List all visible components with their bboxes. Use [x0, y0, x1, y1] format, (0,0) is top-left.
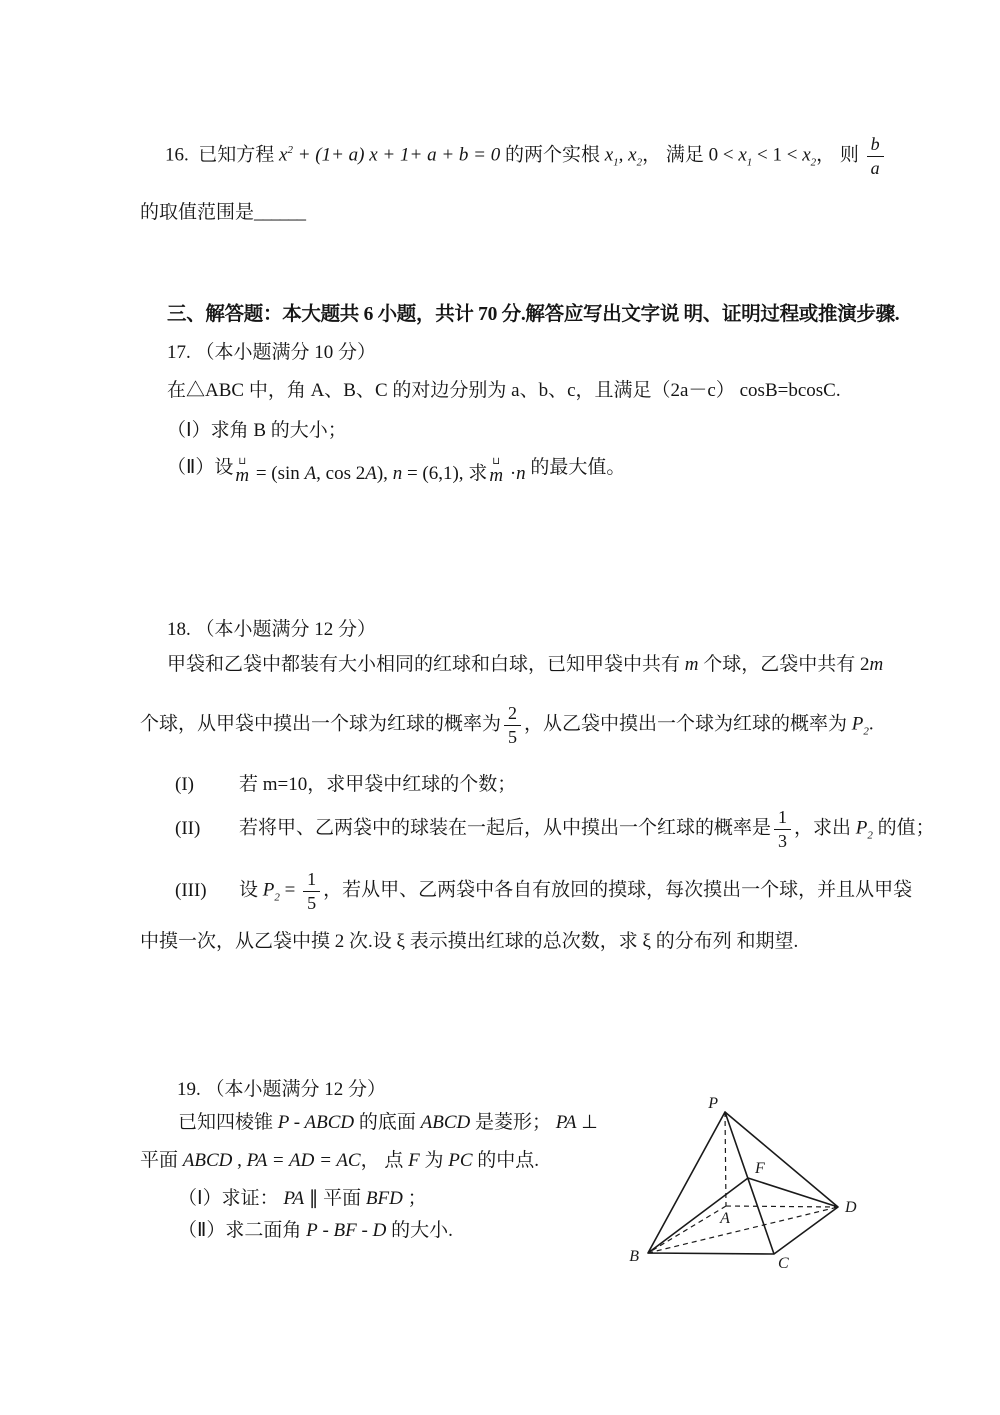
q18-b2-b: ，从乙袋中摸出一个球为红球的概率为 — [524, 713, 852, 735]
q18-b1-m: m — [684, 654, 699, 675]
q19-b1-pabcd: P - ABCD — [277, 1112, 355, 1133]
vertex-label-A: A — [720, 1210, 730, 1227]
q17-f4: = (6,1), — [402, 463, 469, 484]
q19-b2-abcd: ABCD — [182, 1150, 233, 1171]
q18-title-text: 18. （本小题满分 12 分） — [167, 619, 377, 640]
q19-p1-parallel: ∥ — [304, 1188, 324, 1209]
q16-x1b: x — [738, 144, 747, 166]
q16-x1b-sub: 1 — [746, 156, 753, 169]
q18-b1-a: 甲袋和乙袋中都装有大小相同的红球和白球，已知甲袋中共有 — [167, 654, 685, 675]
q18-b1-m2: m — [869, 654, 884, 675]
q19-b1-abcd: ABCD — [420, 1112, 471, 1133]
q18-P2-sub: 2 — [863, 725, 869, 738]
fraction-2-over-5 — [504, 703, 521, 747]
question-18-title — [167, 617, 376, 643]
frac15-num: 1 — [307, 869, 317, 889]
q18-i3-label: (III) — [175, 879, 207, 901]
section-3-heading — [167, 302, 899, 328]
q19-p2-p: P — [306, 1220, 318, 1241]
question-18-body-1 — [167, 652, 883, 678]
q16-comma: , — [618, 144, 629, 166]
q18-i2-label: (II) — [175, 817, 201, 839]
q18-i3-P2: P — [262, 879, 275, 901]
pyramid-figure — [613, 1092, 878, 1277]
q16-var-x: x — [279, 144, 288, 166]
q17-A2: A — [365, 463, 377, 484]
question-17-part-1 — [167, 418, 347, 444]
q19-p2-b: 的大小. — [386, 1220, 453, 1241]
question-18-part-1 — [175, 772, 516, 798]
vector-m-2 — [489, 458, 503, 485]
q19-p1-bfd: BFD — [365, 1188, 403, 1209]
q19-title-text: 19. （本小题满分 12 分） — [177, 1079, 387, 1100]
question-17-body — [167, 378, 841, 404]
question-18-body-2 — [140, 703, 874, 747]
q18-cont-text: 中摸一次，从乙袋中摸 2 次.设 ξ 表示摸出红球的总次数，求 ξ 的分布列 和期望. — [140, 931, 799, 952]
question-17-part-2 — [167, 452, 626, 486]
q17-dot: · — [505, 463, 517, 484]
q16-satisfy: ， 满足 — [642, 144, 709, 166]
q19-b1-c: 是菱形； — [470, 1112, 556, 1133]
q18-i1-text: 若 m=10，求甲袋中红球的个数； — [239, 774, 517, 795]
q16-range-label: 的取值范围是 — [140, 202, 255, 223]
vertex-label-B: B — [629, 1248, 639, 1265]
q19-p2-d: D — [372, 1220, 387, 1241]
q19-b2-d: 的中点. — [472, 1150, 540, 1171]
q18-i2-P2-sub: 2 — [867, 829, 873, 842]
q17-f1: = (sin — [251, 463, 305, 484]
vector-m-letter-2: m — [489, 465, 504, 486]
q17-formula — [233, 456, 526, 486]
q18-i3-a: 设 — [239, 879, 263, 901]
q17-part1-text: （Ⅰ）求角 B 的大小； — [167, 420, 347, 441]
q17-body-text: 在△ABC 中，角 A、B、C 的对边分别为 a、b、c，且满足（2a－c） cosB=bcosC. — [167, 380, 841, 401]
q19-p1-b: 平面 — [323, 1188, 366, 1209]
fraction-numerator: b — [870, 134, 880, 154]
q16-x2b-sub: 2 — [810, 156, 817, 169]
q19-p2-bf: BF — [333, 1220, 357, 1241]
question-19-body-1 — [178, 1110, 598, 1136]
frac15-den: 5 — [303, 891, 320, 914]
q16-roots-label: 的两个实根 — [504, 144, 605, 166]
q19-p1-c: ； — [402, 1188, 427, 1209]
q17-part2-set: （Ⅱ）设 — [167, 457, 234, 478]
vector-m — [235, 458, 249, 485]
question-17-title — [167, 340, 376, 366]
frac13-num: 1 — [778, 807, 788, 827]
vector-arrow-glyph: ⊔ — [238, 456, 247, 467]
q19-b2-m1: , — [232, 1150, 247, 1171]
q19-b1-b: 的底面 — [354, 1112, 421, 1133]
answer-blank: ______ — [254, 202, 306, 223]
q17-f2: , cos 2 — [316, 463, 366, 484]
vertex-label-D: D — [845, 1199, 857, 1216]
q17-seek: 求 — [468, 463, 488, 484]
q19-p1-a: （Ⅰ）求证： — [178, 1188, 284, 1209]
q17-title-text: 17. （本小题满分 10 分） — [167, 342, 377, 363]
question-19-part-1 — [178, 1186, 427, 1212]
q16-polynomial: + (1+ a) x + 1+ a + b = 0 — [292, 144, 505, 166]
frac25-den: 5 — [504, 725, 521, 748]
q17-f3: ), — [376, 463, 393, 484]
vertex-label-C: C — [778, 1255, 789, 1272]
frac25-num: 2 — [508, 703, 518, 723]
q16-x2: x — [628, 144, 637, 166]
q19-b2-b: ， 点 — [360, 1150, 409, 1171]
question-18-part-3 — [175, 869, 912, 913]
vertex-label-P: P — [708, 1095, 718, 1112]
q16-sup-2: 2 — [287, 144, 293, 157]
q16-then: ， 则 — [816, 144, 859, 166]
fraction-1-over-3 — [774, 807, 791, 851]
q18-i1-label: (I) — [175, 774, 194, 795]
frac13-den: 3 — [774, 829, 791, 852]
vertex-label-F: F — [755, 1160, 765, 1177]
q19-b1-perp: ⊥ — [576, 1112, 598, 1133]
q18-i3-eq: = — [279, 879, 301, 901]
q18-i3-P2-sub: 2 — [274, 891, 280, 904]
vector-m-letter: m — [235, 465, 250, 486]
q17-max-label: 的最大值。 — [525, 457, 626, 478]
fraction-1-over-5 — [303, 869, 320, 913]
q18-P2: P — [851, 713, 864, 735]
q18-i2-P2: P — [855, 817, 868, 839]
vector-arrow-glyph-2: ⊔ — [492, 456, 501, 467]
q19-p2-a: （Ⅱ）求二面角 — [178, 1220, 307, 1241]
q19-b2-pc: PC — [448, 1150, 473, 1171]
fraction-b-over-a — [867, 134, 884, 178]
q16-intro: 16. 已知方程 — [165, 144, 280, 166]
question-18-continuation — [140, 929, 798, 955]
question-18-part-2 — [175, 807, 935, 851]
q18-i2-b: ，求出 — [794, 817, 856, 839]
q17-n2: n — [516, 463, 526, 484]
question-16-line-1 — [165, 134, 887, 178]
q18-i2-c: 的值； — [872, 817, 935, 839]
q19-b2-a: 平面 — [140, 1150, 183, 1171]
q16-x2b: x — [802, 144, 811, 166]
fraction-denominator: a — [867, 156, 884, 179]
q19-b2-f: F — [408, 1150, 420, 1171]
q19-p1-pa: PA — [283, 1188, 305, 1209]
q17-A1: A — [304, 463, 317, 484]
q16-x1-sub: 1 — [613, 156, 619, 169]
q19-b2-eq: PA = AD = AC — [246, 1150, 361, 1171]
pyramid-edges-solid — [648, 1112, 838, 1254]
q19-b2-c: 为 — [419, 1150, 449, 1171]
question-19-part-2 — [178, 1218, 453, 1244]
q18-i2-a: 若将甲、乙两袋中的球装在一起后，从中摸出一个红球的概率是 — [239, 817, 772, 839]
q19-b1-a: 已知四棱锥 — [178, 1112, 278, 1133]
q18-i3-b: ，若从甲、乙两袋中各自有放回的摸球，每次摸出一个球，并且从甲袋 — [323, 879, 913, 901]
q19-p2-dash2: - — [356, 1220, 373, 1241]
section-3-heading-text: 三、解答题：本大题共 6 小题，共计 70 分.解答应写出文字说 明、证明过程或推演步骤. — [167, 304, 900, 325]
q19-p2-dash1: - — [317, 1220, 334, 1241]
q18-period: . — [868, 713, 874, 735]
question-19-body-2 — [140, 1148, 539, 1174]
q19-b1-pa: PA — [555, 1112, 577, 1133]
q16-x2-sub: 2 — [636, 156, 643, 169]
question-19-title — [177, 1077, 386, 1103]
q17-n: n — [392, 463, 403, 484]
q16-ineq-a: 0 < — [708, 144, 739, 166]
question-16-line-2 — [140, 200, 305, 226]
q16-ineq-b: < 1 < — [752, 144, 803, 166]
q16-x1: x — [604, 144, 614, 166]
q18-b1-b: 个球，乙袋中共有 2 — [698, 654, 870, 675]
q18-b2-a: 个球，从甲袋中摸出一个球为红球的概率为 — [140, 713, 502, 735]
